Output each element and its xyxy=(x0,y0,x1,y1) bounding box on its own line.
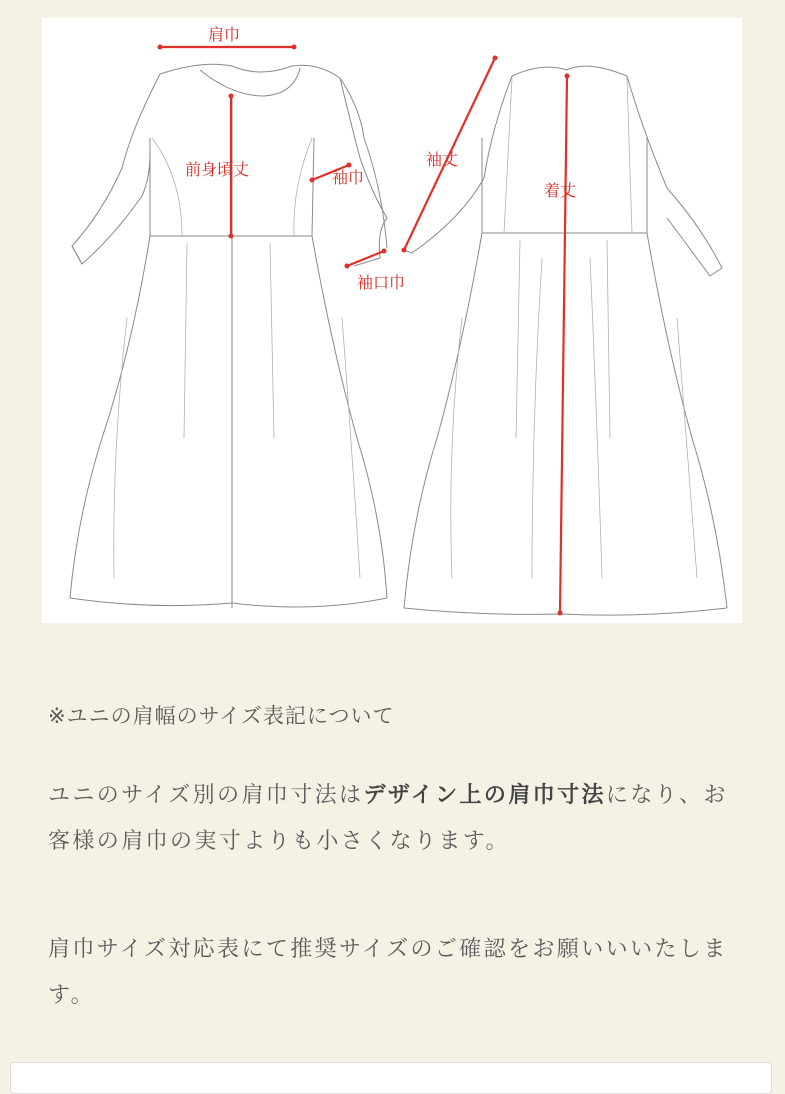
measurement-diagram xyxy=(42,18,742,623)
shoulder-size-note-title: ※ユニの肩幅のサイズ表記について xyxy=(48,704,395,728)
explanation-bold-text: デザイン上の肩巾寸法 xyxy=(363,783,606,808)
explanation-text-part1: ユニのサイズ別の肩巾寸法は xyxy=(48,783,364,808)
bottom-panel xyxy=(10,1062,772,1094)
shoulder-size-explanation xyxy=(48,773,738,865)
size-chart-request: 肩巾サイズ対応表にて推奨サイズのご確認をお願いいいたします。 xyxy=(48,937,728,1008)
measurement-lines xyxy=(158,45,570,616)
label-shoulder-width: 肩巾 xyxy=(208,25,241,44)
label-cuff-width: 袖口巾 xyxy=(357,273,406,292)
explanation-text-part2: になり、お客様の肩巾の実寸よりも小さくなります。 xyxy=(48,783,728,854)
label-front-body-length: 前身頃丈 xyxy=(185,160,250,179)
label-sleeve-length: 袖丈 xyxy=(426,150,459,169)
dress-diagram-svg xyxy=(42,18,742,623)
dress-front-outline xyxy=(70,64,387,608)
label-total-length: 着丈 xyxy=(544,181,577,200)
label-sleeve-width: 袖巾 xyxy=(332,168,365,187)
